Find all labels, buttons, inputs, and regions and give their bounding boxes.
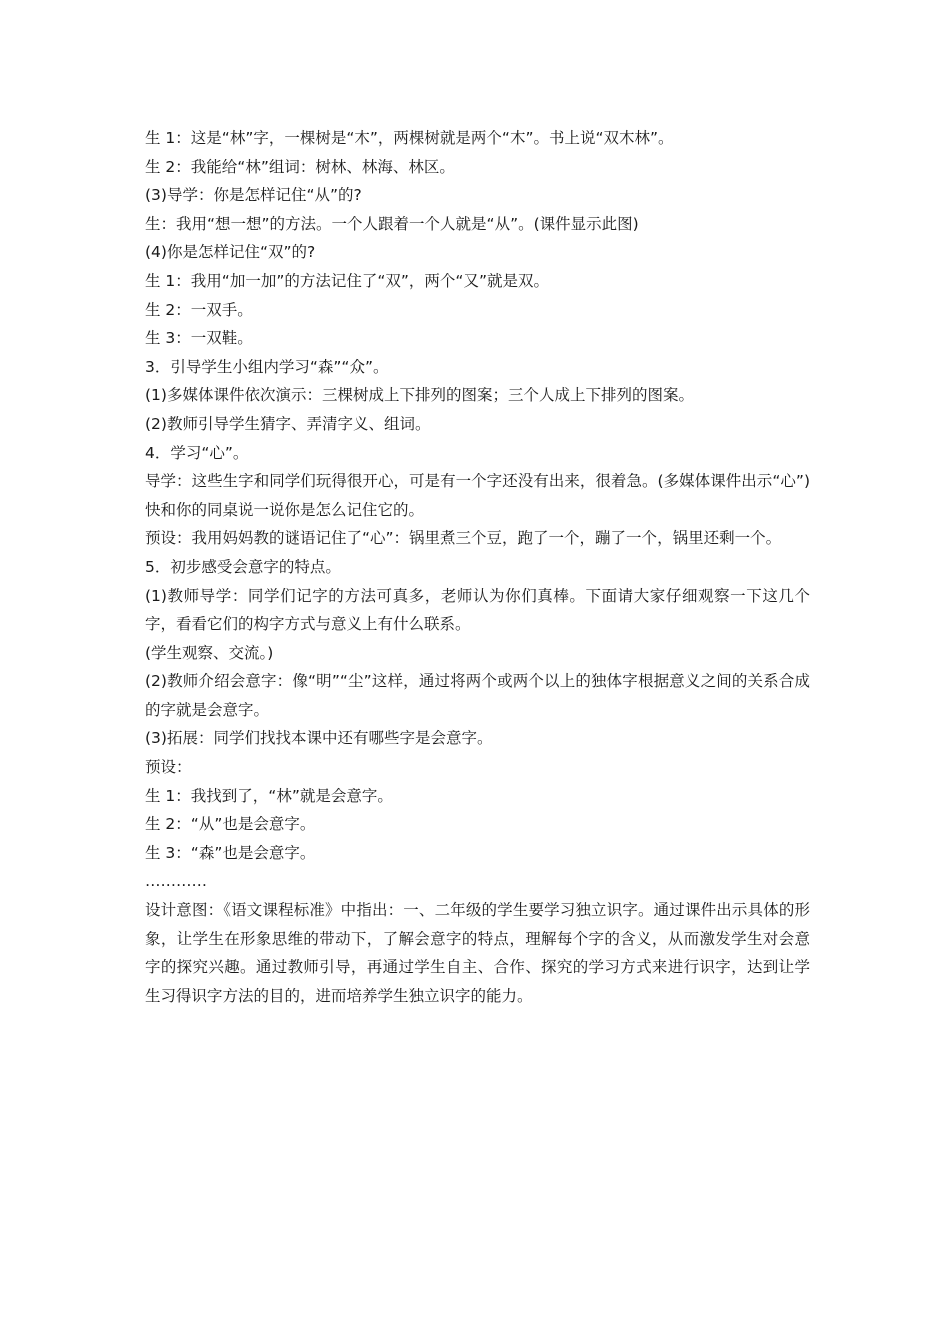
section-heading: 4．学习“心”。 (145, 443, 249, 462)
text-line: 生：我用“想一想”的方法。一个人跟着一个人就是“从”。(课件显示此图) (145, 214, 639, 233)
text-line: 生 1：我找到了，“林”就是会意字。 (145, 786, 393, 805)
section-heading: 5．初步感受会意字的特点。 (145, 557, 341, 576)
text-line: (3)导学：你是怎样记住“从”的? (145, 186, 362, 205)
section-heading: 3．引导学生小组内学习“森”“众”。 (145, 357, 389, 376)
text-line: 生 2：一双手。 (145, 300, 253, 319)
text-line: 生 2：“从”也是会意字。 (145, 815, 316, 834)
text-line: 生 1：我用“加一加”的方法记住了“双”，两个“又”就是双。 (145, 271, 549, 290)
text-line: 预设： (145, 758, 192, 777)
ellipsis-line: ………… (145, 872, 207, 891)
text-line: 生 1：这是“林”字，一棵树是“木”，两棵树就是两个“木”。书上说“双木林”。 (145, 129, 674, 147)
text-line: 生 3：一双鞋。 (145, 329, 253, 348)
text-line: (3)拓展：同学们找找本课中还有哪些字是会意字。 (145, 729, 493, 748)
text-line: (学生观察、交流。) (145, 643, 274, 662)
text-line: 生 2：我能给“林”组词：树林、林海、林区。 (145, 157, 455, 176)
text-line: (1)多媒体课件依次演示：三棵树成上下排列的图案；三个人成上下排列的图案。 (145, 386, 694, 405)
text-line: (2)教师引导学生猜字、弄清字义、组词。 (145, 414, 431, 433)
paragraph: 导学：这些生字和同学们玩得很开心，可是有一个字还没有出来，很着急。(多媒体课件出示“心”)快和你的同桌说一说你是怎么记住它的。 (145, 472, 810, 519)
text-line: 生 3：“森”也是会意字。 (145, 843, 316, 862)
paragraph: (2)教师介绍会意字：像“明”“尘”这样，通过将两个或两个以上的独体字根据意义之间的关系合成的字就是会意字。 (145, 672, 810, 719)
paragraph: (1)教师导学：同学们记字的方法可真多，老师认为你们真棒。下面请大家仔细观察一下这几个字，看看它们的构字方式与意义上有什么联系。 (145, 586, 810, 634)
text-line: (4)你是怎样记住“双”的? (145, 243, 316, 262)
document-body (145, 124, 810, 1010)
paragraph: 预设：我用妈妈教的谜语记住了“心”：锅里煮三个豆，跑了一个，蹦了一个，锅里还剩一个。 (145, 529, 782, 548)
design-intent-paragraph: 设计意图：《语文课程标准》中指出：一、二年级的学生要学习独立识字。通过课件出示具体的形象，让学生在形象思维的带动下，了解会意字的特点，理解每个字的含义，从而激发学生对会意字的探究兴趣。通过教师引导，再通过学生自主、合作、探究的学习方式来进行识字，达到让学生习得识字方法的目的，进而培养学生独立识字的能力。 (145, 901, 810, 1005)
